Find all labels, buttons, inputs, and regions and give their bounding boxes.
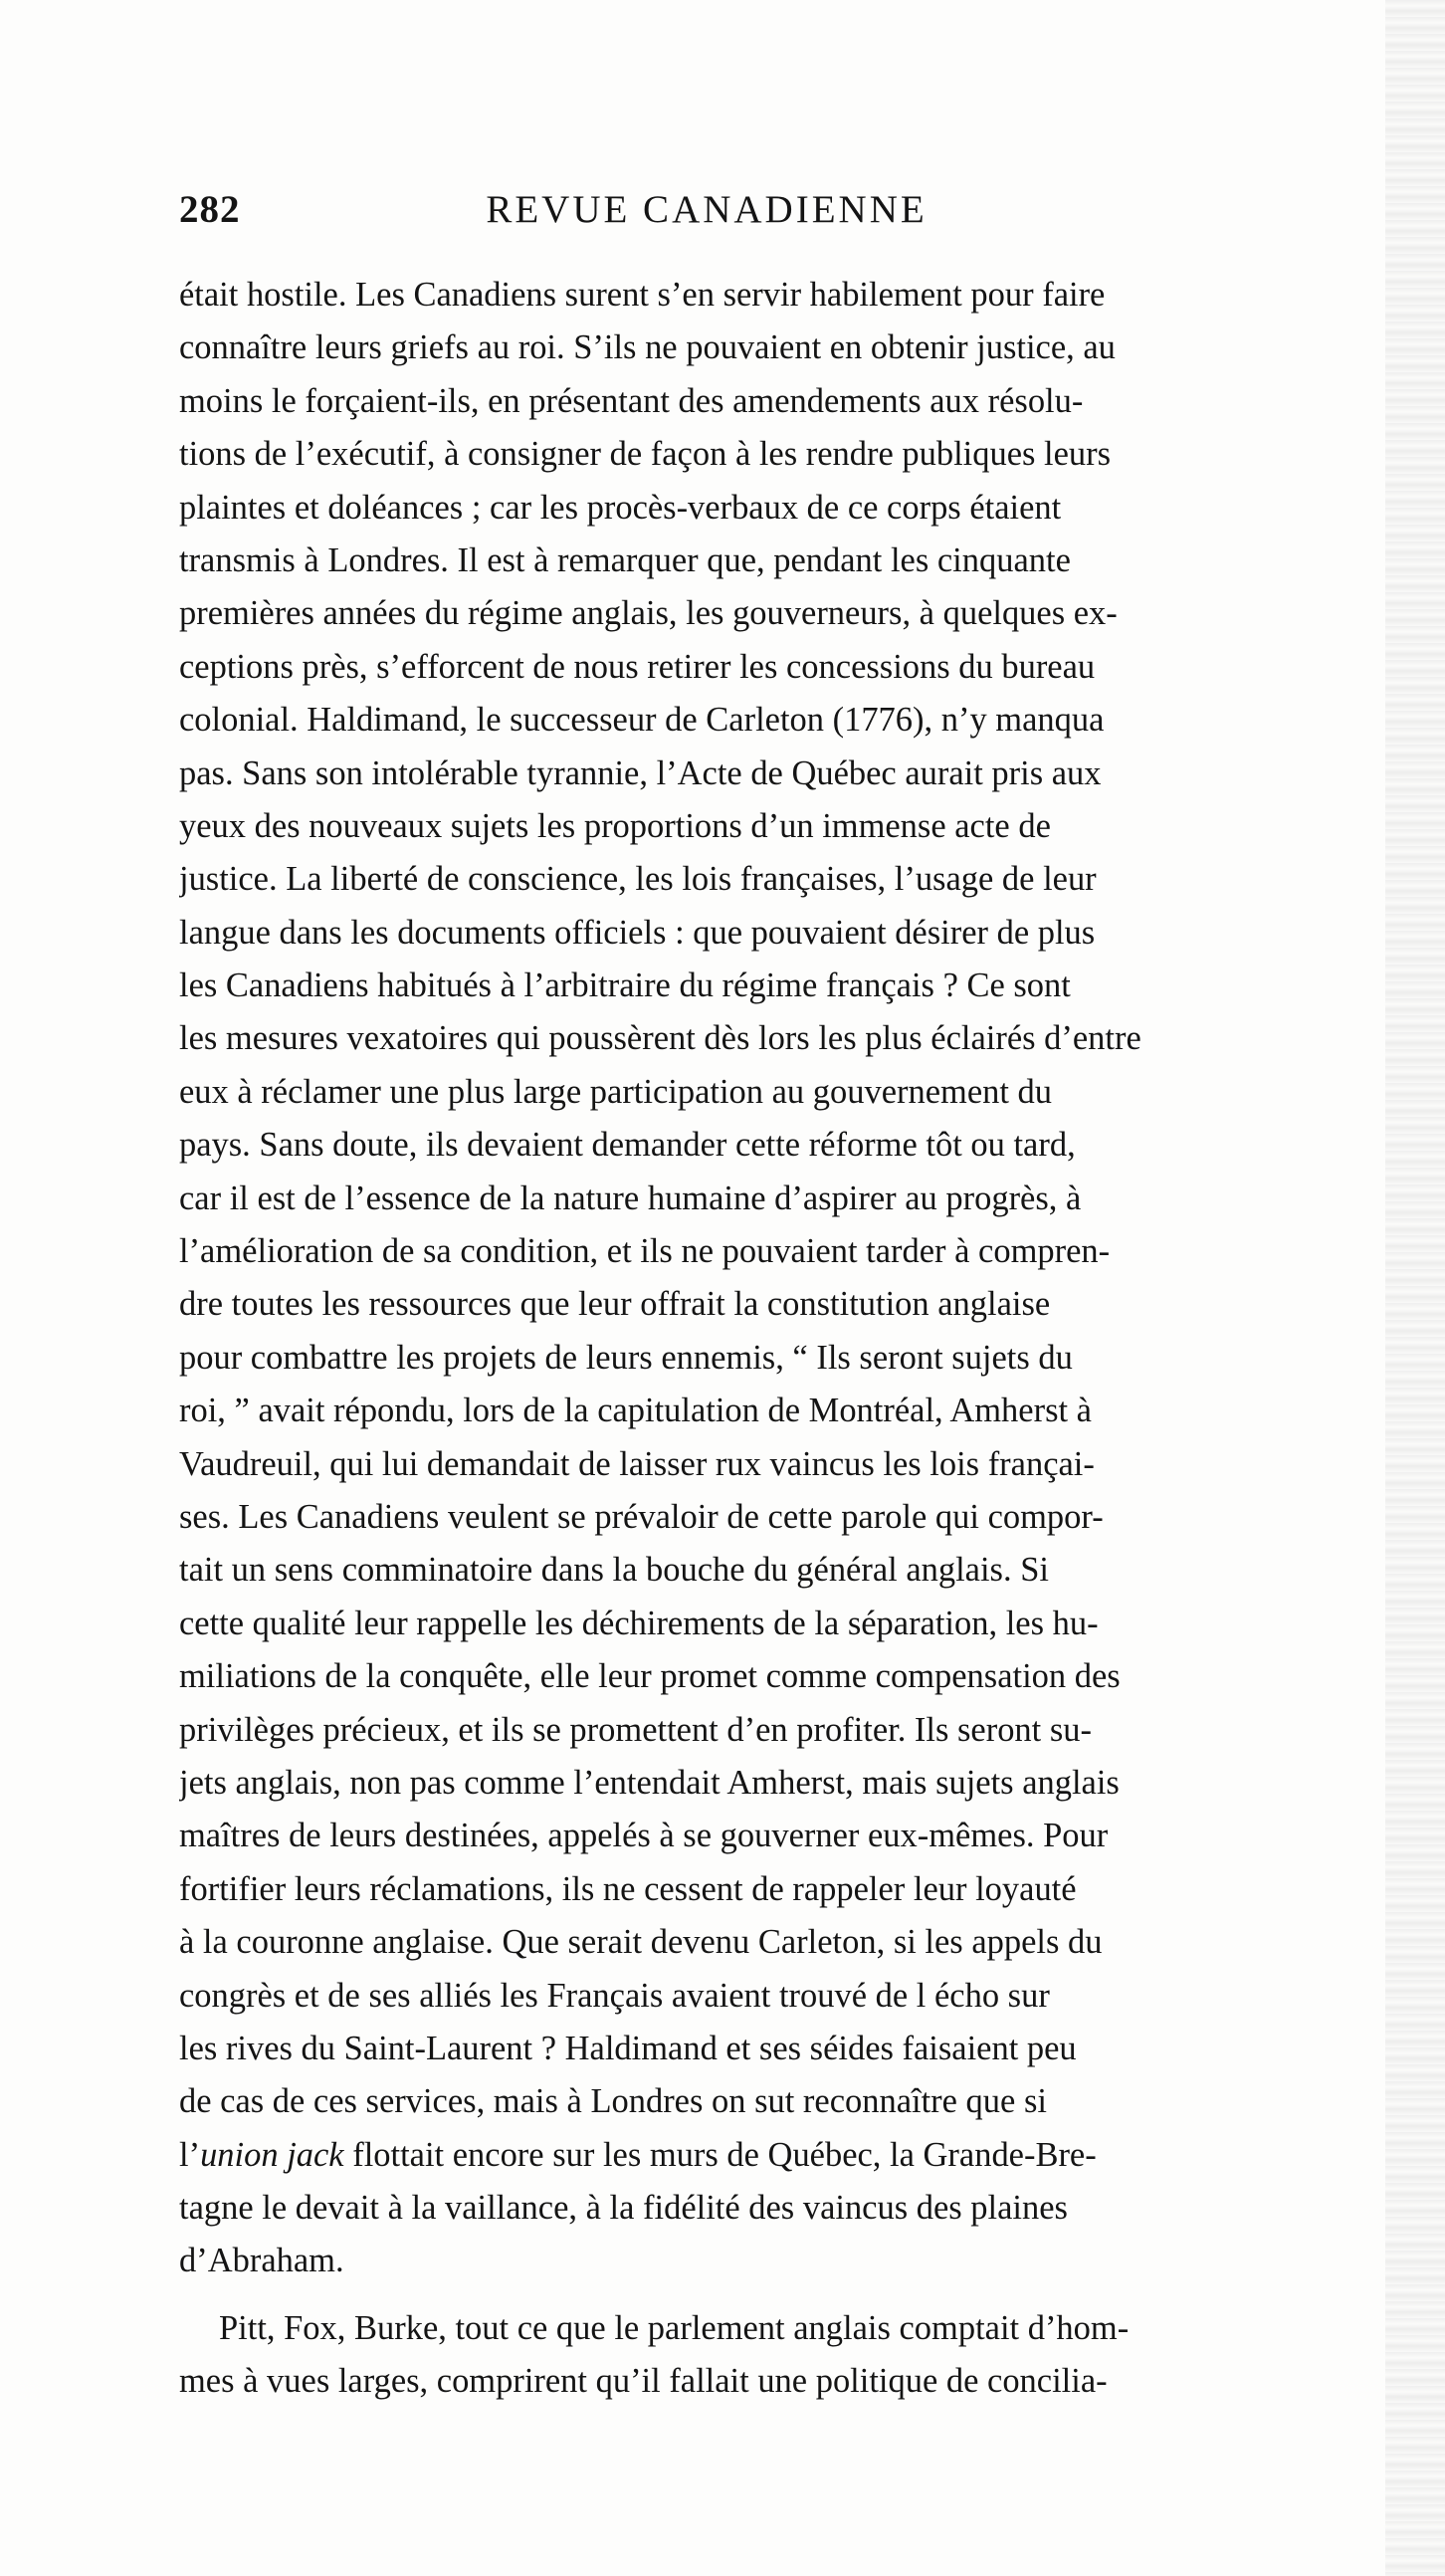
- text-line: Pitt, Fox, Burke, tout ce que le parlement anglais comptait d’hom-: [219, 2308, 1130, 2347]
- text-line: colonial. Haldimand, le successeur de Carleton (1776), n’y manqua: [179, 701, 1105, 740]
- text-line: tagne le devait à la vaillance, à la fidélité des vaincus des plaines: [179, 2189, 1068, 2228]
- text-line: ses. Les Canadiens veulent se prévaloir de cette parole qui compor-: [179, 1497, 1104, 1536]
- text-line: les rives du Saint-Laurent ? Haldimand et ses séides faisaient peu: [179, 2029, 1077, 2067]
- text-line: jets anglais, non pas comme l’entendait Amherst, mais sujets anglais: [179, 1763, 1120, 1802]
- text-line: maîtres de leurs destinées, appelés à se gouverner eux-mêmes. Pour: [179, 1817, 1109, 1855]
- text-line: l’union jack flottait encore sur les murs de Québec, la Grande-Bre-: [179, 2135, 1097, 2174]
- text-line: transmis à Londres. Il est à remarquer que, pendant les cinquante: [179, 540, 1071, 579]
- text-line: cette qualité leur rappelle les déchirements de la séparation, les hu-: [179, 1604, 1099, 1642]
- italic-phrase: union jack: [200, 2135, 344, 2174]
- text-line: connaître leurs griefs au roi. S’ils ne pouvaient en obtenir justice, au: [179, 328, 1116, 367]
- text-line: mes à vues larges, comprirent qu’il fallait une politique de concilia-: [179, 2362, 1108, 2401]
- text-line: tions de l’exécutif, à consigner de façon à les rendre publiques leurs: [179, 435, 1112, 474]
- text-line: premières années du régime anglais, les gouverneurs, à quelques ex-: [179, 594, 1118, 633]
- text-line: justice. La liberté de conscience, les lois françaises, l’usage de leur: [179, 860, 1097, 899]
- body-text: [179, 269, 1403, 2409]
- paragraph-1: [179, 269, 1403, 2288]
- text-line: plaintes et doléances ; car les procès-verbaux de ce corps étaient: [179, 488, 1062, 527]
- text-line: les Canadiens habitués à l’arbitraire du régime français ? Ce sont: [179, 966, 1071, 1005]
- text-line: à la couronne anglaise. Que serait devenu Carleton, si les appels du: [179, 1923, 1103, 1962]
- text-line: était hostile. Les Canadiens surent s’en servir habilement pour faire: [179, 276, 1106, 314]
- text-line: yeux des nouveaux sujets les proportions d’un immense acte de: [179, 806, 1051, 845]
- text-line: eux à réclamer une plus large participation au gouvernement du: [179, 1072, 1053, 1111]
- running-head: REVUE CANADIENNE: [486, 188, 928, 231]
- text-line: fortifier leurs réclamations, ils ne cessent de rappeler leur loyauté: [179, 1869, 1077, 1908]
- text-line: pays. Sans doute, ils devaient demander cette réforme tôt ou tard,: [179, 1126, 1076, 1165]
- text-line: moins le forçaient-ils, en présentant des amendements aux résolu-: [179, 381, 1084, 420]
- text-line: d’Abraham.: [179, 2242, 344, 2280]
- text-line: dre toutes les ressources que leur offrait la constitution anglaise: [179, 1285, 1051, 1324]
- text-line: miliations de la conquête, elle leur promet comme compensation des: [179, 1657, 1121, 1696]
- text-line: ceptions près, s’efforcent de nous retirer les concessions du bureau: [179, 647, 1096, 686]
- page-number: 282: [179, 188, 241, 231]
- text-line: car il est de l’essence de la nature humaine d’aspirer au progrès, à: [179, 1179, 1082, 1217]
- text-line: l’amélioration de sa condition, et ils ne pouvaient tarder à compren-: [179, 1232, 1111, 1271]
- page-header: [179, 187, 1234, 247]
- paragraph-2: [179, 2302, 1403, 2409]
- text-line: roi, ” avait répondu, lors de la capitulation de Montréal, Amherst à: [179, 1392, 1092, 1430]
- text-line: de cas de ces services, mais à Londres on sut reconnaître que si: [179, 2082, 1047, 2121]
- text-line: les mesures vexatoires qui poussèrent dès lors les plus éclairés d’entre: [179, 1019, 1141, 1058]
- text-line: privilèges précieux, et ils se promettent d’en profiter. Ils seront su-: [179, 1710, 1092, 1749]
- text-line: langue dans les documents officiels : que pouvaient désirer de plus: [179, 913, 1096, 952]
- text-line: Vaudreuil, qui lui demandait de laisser rux vaincus les lois françai-: [179, 1444, 1095, 1483]
- text-line: congrès et de ses alliés les Français avaient trouvé de l écho sur: [179, 1976, 1050, 2015]
- text-line: tait un sens comminatoire dans la bouche du général anglais. Si: [179, 1551, 1049, 1590]
- text-line: pour combattre les projets de leurs ennemis, “ Ils seront sujets du: [179, 1338, 1073, 1377]
- text-line: pas. Sans son intolérable tyrannie, l’Acte de Québec aurait pris aux: [179, 753, 1102, 792]
